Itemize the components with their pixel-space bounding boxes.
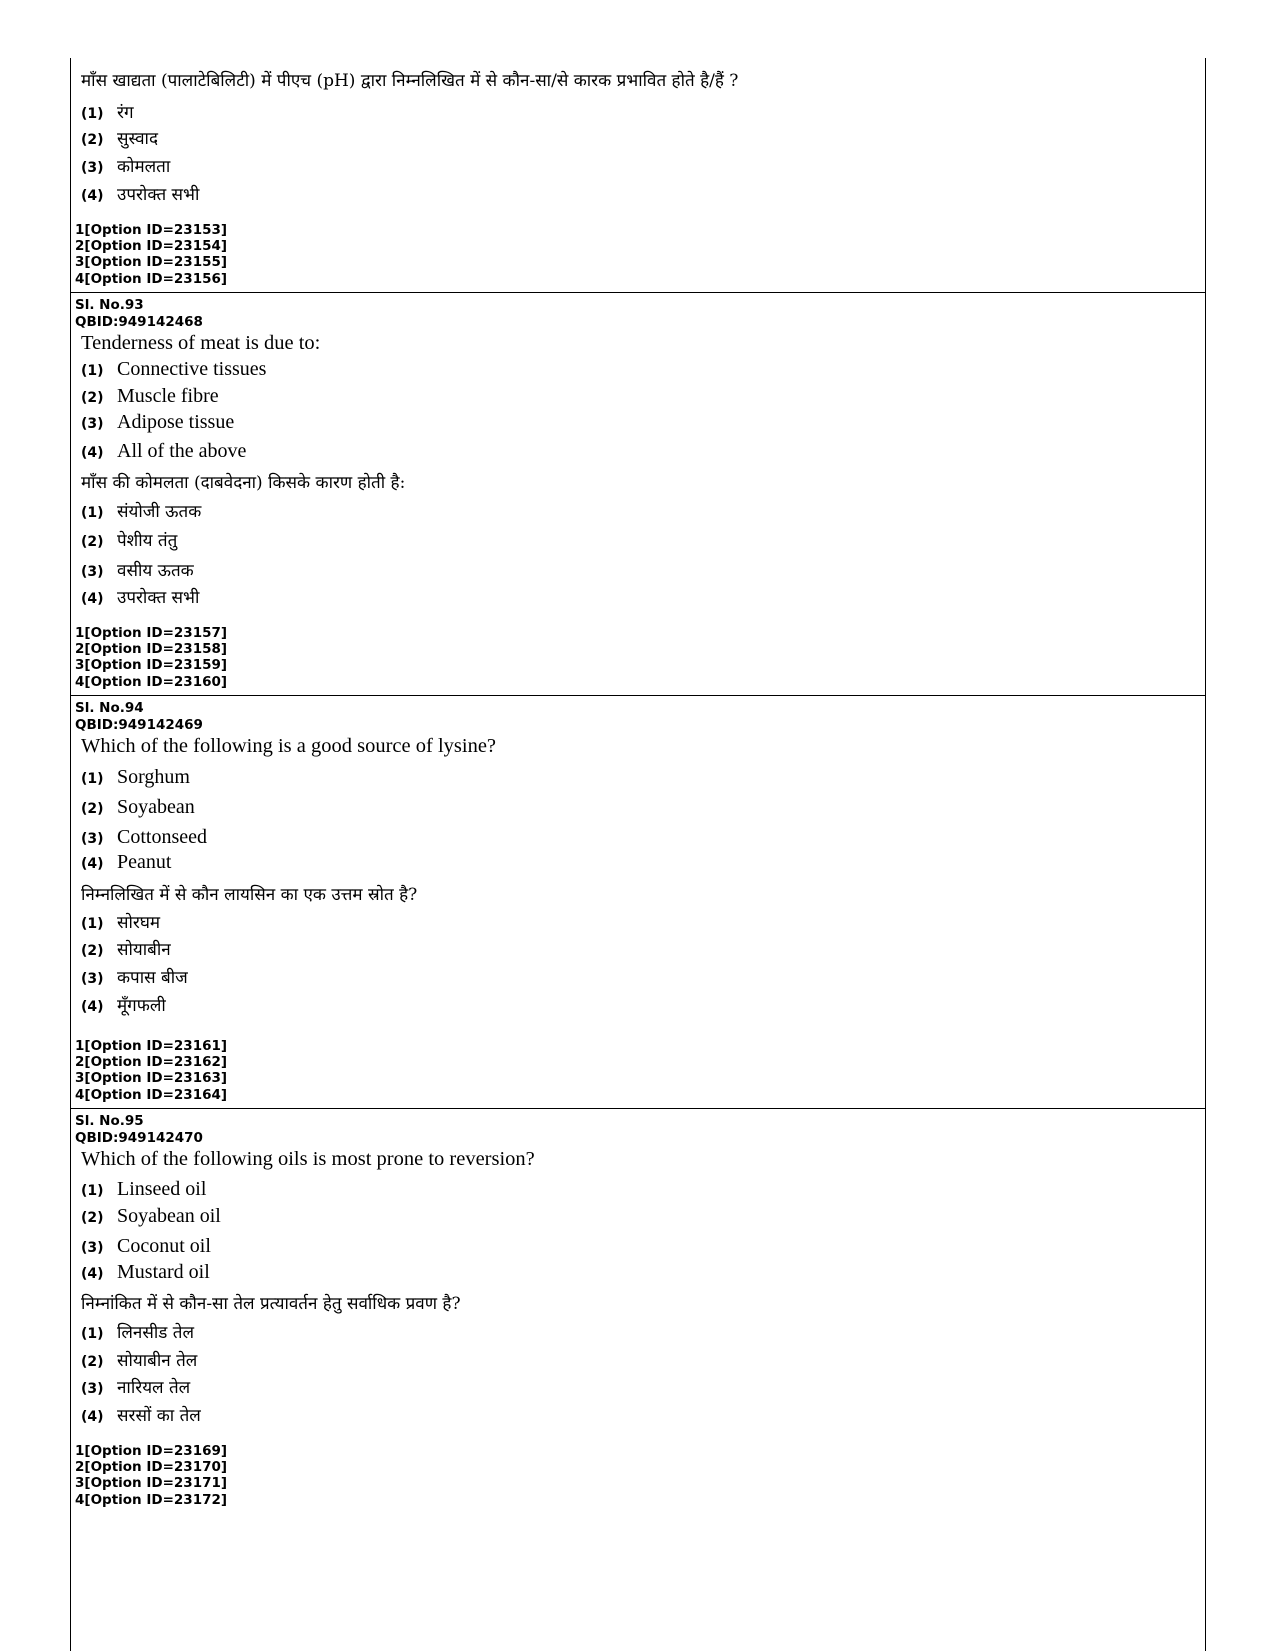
q94-hindi-question: निम्नलिखित में से कौन लायसिन का एक उत्तम स्रोत है?	[81, 885, 418, 905]
q94-option-2: (2) Soyabean	[81, 796, 195, 818]
q95-hindi-question: निम्नांकित में से कौन-सा तेल प्रत्यावर्तन हेतु सर्वाधिक प्रवण है?	[81, 1294, 461, 1314]
q93-hindi-question: माँस की कोमलता (दाबवेदना) किसके कारण होती है:	[81, 473, 406, 493]
q95-option-4: (4) Mustard oil	[81, 1261, 210, 1283]
q93-hindi-option-1: (1) संयोजी ऊतक	[81, 502, 202, 522]
q94-sl-no: Sl. No.94	[75, 700, 144, 716]
q94-option-4: (4) Peanut	[81, 851, 172, 873]
q93-question: Tenderness of meat is due to:	[81, 332, 321, 354]
q95-option-ids: 1[Option ID=23169] 2[Option ID=23170] 3[Option ID=23171] 4[Option ID=23172]	[75, 1443, 228, 1508]
question-divider	[71, 1108, 1205, 1109]
q93-header	[75, 297, 203, 330]
q95-hindi-option-4: (4) सरसों का तेल	[81, 1406, 201, 1426]
q95-question: Which of the following oils is most prone to reversion?	[81, 1148, 535, 1170]
q94-qbid: QBID:949142469	[75, 716, 203, 733]
q94-hindi-option-1: (1) सोरघम	[81, 913, 161, 933]
q93-qbid: QBID:949142468	[75, 313, 203, 330]
q95-hindi-option-2: (2) सोयाबीन तेल	[81, 1351, 198, 1371]
q93-option-4: (4) All of the above	[81, 440, 247, 462]
q92-option-ids: 1[Option ID=23153] 2[Option ID=23154] 3[Option ID=23155] 4[Option ID=23156]	[75, 222, 228, 287]
q95-option-1: (1) Linseed oil	[81, 1178, 207, 1200]
question-divider	[71, 695, 1205, 696]
q94-option-3: (3) Cottonseed	[81, 826, 207, 848]
q92-hindi-option-3: (3) कोमलता	[81, 157, 171, 177]
question-paper-page	[70, 58, 1206, 1651]
q93-sl-no: Sl. No.93	[75, 297, 144, 313]
q95-hindi-option-3: (3) नारियल तेल	[81, 1378, 191, 1398]
q92-hindi-option-1: (1) रंग	[81, 103, 134, 123]
q95-option-3: (3) Coconut oil	[81, 1235, 211, 1257]
q95-option-2: (2) Soyabean oil	[81, 1205, 221, 1227]
q95-hindi-option-1: (1) लिनसीड तेल	[81, 1323, 194, 1343]
q95-header	[75, 1113, 203, 1146]
q95-sl-no: Sl. No.95	[75, 1113, 144, 1129]
q94-hindi-option-3: (3) कपास बीज	[81, 968, 188, 988]
q92-hindi-option-4: (4) उपरोक्त सभी	[81, 185, 200, 205]
q94-option-ids: 1[Option ID=23161] 2[Option ID=23162] 3[Option ID=23163] 4[Option ID=23164]	[75, 1038, 228, 1103]
q95-qbid: QBID:949142470	[75, 1129, 203, 1146]
q93-hindi-option-2: (2) पेशीय तंतु	[81, 531, 178, 551]
q94-hindi-option-4: (4) मूँगफली	[81, 996, 166, 1016]
q94-hindi-option-2: (2) सोयाबीन	[81, 940, 171, 960]
q93-hindi-option-3: (3) वसीय ऊतक	[81, 561, 194, 581]
q93-hindi-option-4: (4) उपरोक्त सभी	[81, 588, 200, 608]
q93-option-1: (1) Connective tissues	[81, 358, 267, 380]
q92-hindi-question: माँस खाद्यता (पालाटेबिलिटी) में पीएच (pH) द्वारा निम्नलिखित में से कौन-सा/से कारक प्रभावित होते है/हैं ?	[81, 71, 739, 91]
q93-option-3: (3) Adipose tissue	[81, 411, 235, 433]
q94-header	[75, 700, 203, 733]
q92-hindi-option-2: (2) सुस्वाद	[81, 129, 158, 149]
q94-option-1: (1) Sorghum	[81, 766, 190, 788]
q94-question: Which of the following is a good source of lysine?	[81, 735, 497, 757]
q93-option-ids: 1[Option ID=23157] 2[Option ID=23158] 3[Option ID=23159] 4[Option ID=23160]	[75, 625, 228, 690]
question-divider	[71, 292, 1205, 293]
q93-option-2: (2) Muscle fibre	[81, 385, 219, 407]
